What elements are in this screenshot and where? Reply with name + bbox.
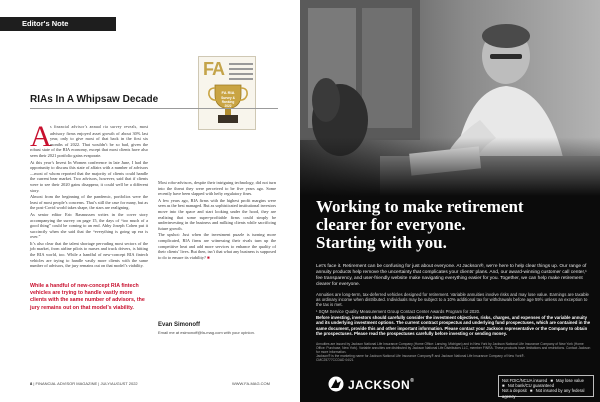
notice-separator: ■ xyxy=(529,388,533,394)
paragraph: As senior editor Eric Rasmussen writes in the cover story accompanying the survey on page 15, the days of “too much of a good thing” could be coming to an end. Abby Joseph Cohen put it succinctly when she said that the “everything is going up era is over.” xyxy=(30,211,148,240)
cover-masthead: FA xyxy=(203,59,225,79)
paragraph: Almost from the beginning of the pandemic, portfolios were the least of most people’s concerns. That’s still the case for many, but as the post-Covid world takes shape, the stars are realigning. xyxy=(30,194,148,211)
section-label: Editor's Note xyxy=(22,19,69,28)
advertisement-page xyxy=(300,0,600,402)
cover-headlines xyxy=(229,63,253,83)
author-contact[interactable]: Email me at esimonoff@fa-mag.com with your opinion. xyxy=(158,330,255,335)
website-link[interactable]: WWW.FA-MAG.COM xyxy=(232,381,270,386)
notice-item: Not a deposit xyxy=(502,388,527,394)
svg-text:FA RIA: FA RIA xyxy=(221,90,235,95)
prospectus-notice: Before investing, investors should carefully consider the investment objectives, risks, charges, and expenses of the variable annuity and its underlying investment options. The current contract prospectus and underlying fund prospectuses, which are contained in the same document, provide this and other important information. Please contact your Jackson representative or the Company to obtain the prospectuses. Please read the prospectuses carefully before investing or sending money. xyxy=(316,315,591,336)
ad-fine-print xyxy=(316,342,592,362)
regulatory-notice-box xyxy=(498,375,594,397)
paragraph: most advisory firms enjoyed asset growth of about 30% last year, only to give most of that back in the first six months of 2022. That wouldn’t be so bad, given the robust state of the RIA economy, except that most clients have also seen their 2021 portfolio gains evaporate. xyxy=(30,124,148,158)
article-column-1 xyxy=(30,120,148,270)
svg-text:Ranking: Ranking xyxy=(221,100,235,104)
publication-name: FINANCIAL ADVISOR MAGAZINE xyxy=(35,381,98,386)
notice-item: Not insured by any federal agency xyxy=(502,388,585,399)
ad-code: CMC25777CCDAD 04/21 xyxy=(316,358,354,362)
notice-item: Not FDIC/NCUA insured xyxy=(502,378,548,383)
magazine-cover-image xyxy=(198,56,256,130)
title-divider xyxy=(30,108,278,109)
svg-text:2022: 2022 xyxy=(224,104,232,108)
paragraph: It’s also clear that the talent shortage pervading most sectors of the job market, from airline pilots to nurses and truck drivers, is hitting the RIA world, too. While a handful of new-concept RIA fintech vehicles are trying to handle vastly more clients with the same number of advisors, the jury remains out on that model’s viability. xyxy=(30,240,148,269)
disclosure-paragraph: Annuities are long-term, tax-deferred vehicles designed for retirement. Variable annuities involve risks and may lose value. Earnings are taxable as ordinary income when distributed. Individuals may be subject to a 10% additional tax for withdrawals before age 59½ unless an exception to the tax is met. xyxy=(316,292,589,308)
pull-quote: While a handful of new-concept RIA fintech vehicles are trying to handle vastly more clients with the same number of advisors, the jury remains out on that model’s viability. xyxy=(30,283,145,311)
trophy-icon xyxy=(207,81,249,127)
svg-text:Survey &: Survey & xyxy=(221,96,235,100)
fine-print-line: Jackson® is the marketing name for Jackson National Life Insurance Company® and Jackson National Life Insurance Company of New York®. xyxy=(316,354,525,358)
jackson-wordmark: JACKSON® xyxy=(348,378,415,392)
headline-line: clearer for everyone. xyxy=(316,215,466,234)
notice-separator: ■ xyxy=(502,383,505,389)
ad-intro-copy: Let’s face it. Retirement can be confusing for just about everyone. At Jackson®, we’re here to help clear things up. Our range of annuity products help remove the uncertainty that complicates your clients’ plans. And, our award-winning customer call center,¹ fee transparency, and user-friendly website make navigating everything easier for you. Together, we can help make retirement clearer for everyone. xyxy=(316,264,587,287)
author-name: Evan Simonoff xyxy=(158,322,201,328)
page-footer: 8 | FINANCIAL ADVISOR MAGAZINE | JULY/AUGUST 2022 xyxy=(30,381,138,386)
page-number: 8 xyxy=(30,381,33,386)
paragraph: At this year’s Invest In Women conference in late June, I had the opportunity to discuss this state of affairs with a number of advisors—most of whom reported that the majority of clients could handle the current bear market. Two advisors, however, said that if clients were to see their 2020 gains disappear, it could well be a different story. xyxy=(30,159,148,193)
ad-disclosures xyxy=(316,292,592,337)
fine-print-line: Annuities are issued by Jackson National Life Insurance Company (Home Office: Lansing, Michigan) and in New York by Jackson National Life Insurance Company of New York (Home Office: Purchase, New York). Variable annuities are distributed by Jackson National Life Distributors LLC, member FINRA. These products have limitations and restrictions. Contact Jackson for more information. xyxy=(316,342,591,354)
headline-line: Starting with you. xyxy=(316,233,447,252)
article-column-2 xyxy=(158,180,276,261)
drop-cap: A xyxy=(30,120,52,153)
article-title: RIAs In A Whipsaw Decade xyxy=(30,94,159,105)
advisor-photo xyxy=(300,0,600,196)
paragraph: A few years ago, RIA firms with the highest profit margins were seen as the best managed. But as sophisticated institutional investors move into the space and start looking under the hood, they are realizing that some super-profitable firms could simply be underinvesting in the business and milking clients while sacrificing future growth. xyxy=(158,197,276,231)
lead-in: s financial advisor’s annual ria survey reveals, xyxy=(50,125,138,129)
end-mark: ■ xyxy=(206,254,210,260)
paragraph: Most robo-advisors, despite their intriguing technology, did not turn into the threat they were perceived to be five years ago. Some recently have been slapped with hefty regulatory fines. xyxy=(158,180,276,197)
notice-item: May lose value xyxy=(556,378,584,383)
headline-line: Working to make retirement xyxy=(316,197,524,216)
issue-date: JULY/AUGUST 2022 xyxy=(100,381,138,386)
notice-separator: ■ xyxy=(550,378,553,383)
footnote: ¹ SQM Service Quality Measurement Group Contact Center Awards Program for 2020. xyxy=(316,308,481,314)
jackson-logo-icon xyxy=(328,376,344,392)
paragraph: The upshot: Just when the investment puzzle is turning more complicated, RIA firms are witnessing their rivals turn up the competitive heat and add more services to enhance the quality of their clients’ lives. But then, isn’t that what any business is supposed to do to ensure its viability? xyxy=(158,232,276,260)
ad-headline xyxy=(316,198,524,252)
notice-item: Not bank/CU guaranteed xyxy=(507,383,555,389)
